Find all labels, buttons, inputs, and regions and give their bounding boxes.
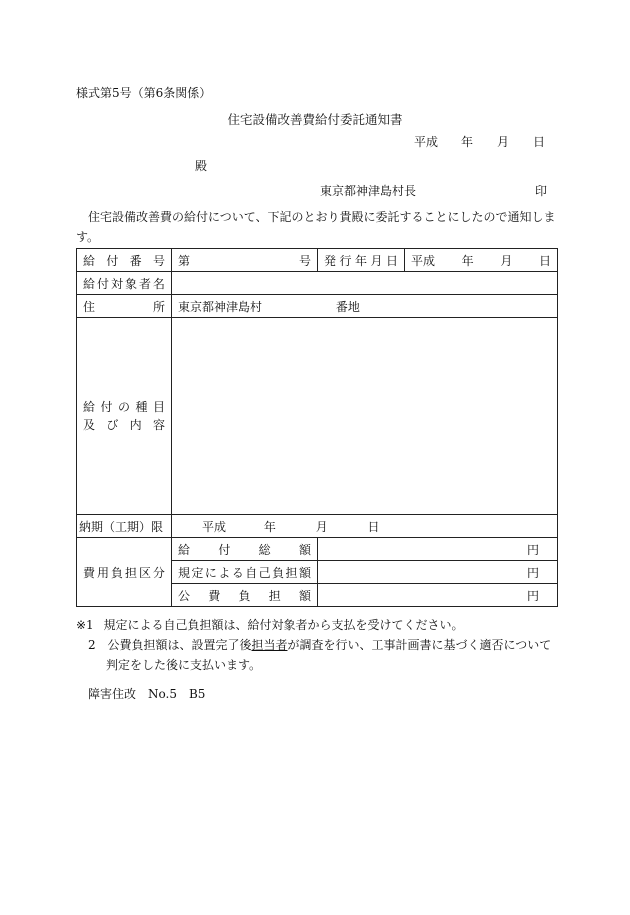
deadline-label: 納期（工期）限 xyxy=(77,515,172,538)
deadline-field[interactable]: 平成 年 月 日 xyxy=(172,515,558,538)
benefit-number-label: 給 付 番 号 xyxy=(77,249,172,272)
issue-date-field[interactable]: 平成 年 月 日 xyxy=(405,249,558,272)
recipient-name-field[interactable] xyxy=(172,272,558,295)
benefit-details-field[interactable] xyxy=(172,318,558,515)
notes xyxy=(76,615,560,675)
note-2: 2 公費負担額は、設置完了後担当者が調査を行い、工事計画書に基づく適否について xyxy=(88,638,552,652)
table-row-recipient-name xyxy=(77,272,558,295)
table-row-deadline xyxy=(77,515,558,538)
table-row-benefit-number xyxy=(77,249,558,272)
public-share-field[interactable]: 円 xyxy=(318,584,558,607)
public-share-label: 公 費 負 担 額 xyxy=(172,584,318,607)
document-title: 住宅設備改善費給付委託通知書 xyxy=(227,112,403,127)
issue-date-year: 年 xyxy=(461,135,474,149)
issue-date-era: 平成 xyxy=(414,135,439,149)
body-text: 住宅設備改善費の給付について、下記のとおり貴殿に委託することにしたので通知します。 xyxy=(76,210,556,244)
issue-date-month: 月 xyxy=(497,135,510,149)
addressee-suffix: 殿 xyxy=(195,159,208,173)
recipient-name-label: 給 付 対 象 者 名 xyxy=(77,272,172,295)
address-label: 住 所 xyxy=(77,295,172,318)
note-2-continued: 判定をした後に支払います。 xyxy=(106,658,262,672)
table-row-address xyxy=(77,295,558,318)
footer-code: 障害住改 No.5 B5 xyxy=(88,687,206,701)
self-pay-field[interactable]: 円 xyxy=(318,561,558,584)
note-1: ※1 規定による自己負担額は、給付対象者から支払を受けてください。 xyxy=(76,618,464,632)
issuer-name: 東京都神津島村長 xyxy=(320,184,417,198)
benefit-number-field[interactable]: 第 号 xyxy=(172,249,318,272)
self-pay-label: 規 定 に よ る 自 己 負 担 額 xyxy=(172,561,318,584)
seal-mark: 印 xyxy=(535,184,548,198)
notification-table xyxy=(76,248,558,607)
total-amount-field[interactable]: 円 xyxy=(318,538,558,561)
address-field[interactable]: 東京都神津島村 番地 xyxy=(172,295,558,318)
table-row-total-amount xyxy=(77,538,558,561)
total-amount-label: 給 付 総 額 xyxy=(172,538,318,561)
cost-share-label: 費 用 負 担 区 分 xyxy=(77,538,172,607)
table-row-benefit-details xyxy=(77,318,558,515)
issue-date-day: 日 xyxy=(533,135,546,149)
form-number: 様式第5号（第6条関係） xyxy=(76,86,212,100)
benefit-details-label: 給 付 の 種 目 及 び 内 容 xyxy=(77,318,172,515)
issue-date-label: 発 行 年 月 日 xyxy=(318,249,405,272)
